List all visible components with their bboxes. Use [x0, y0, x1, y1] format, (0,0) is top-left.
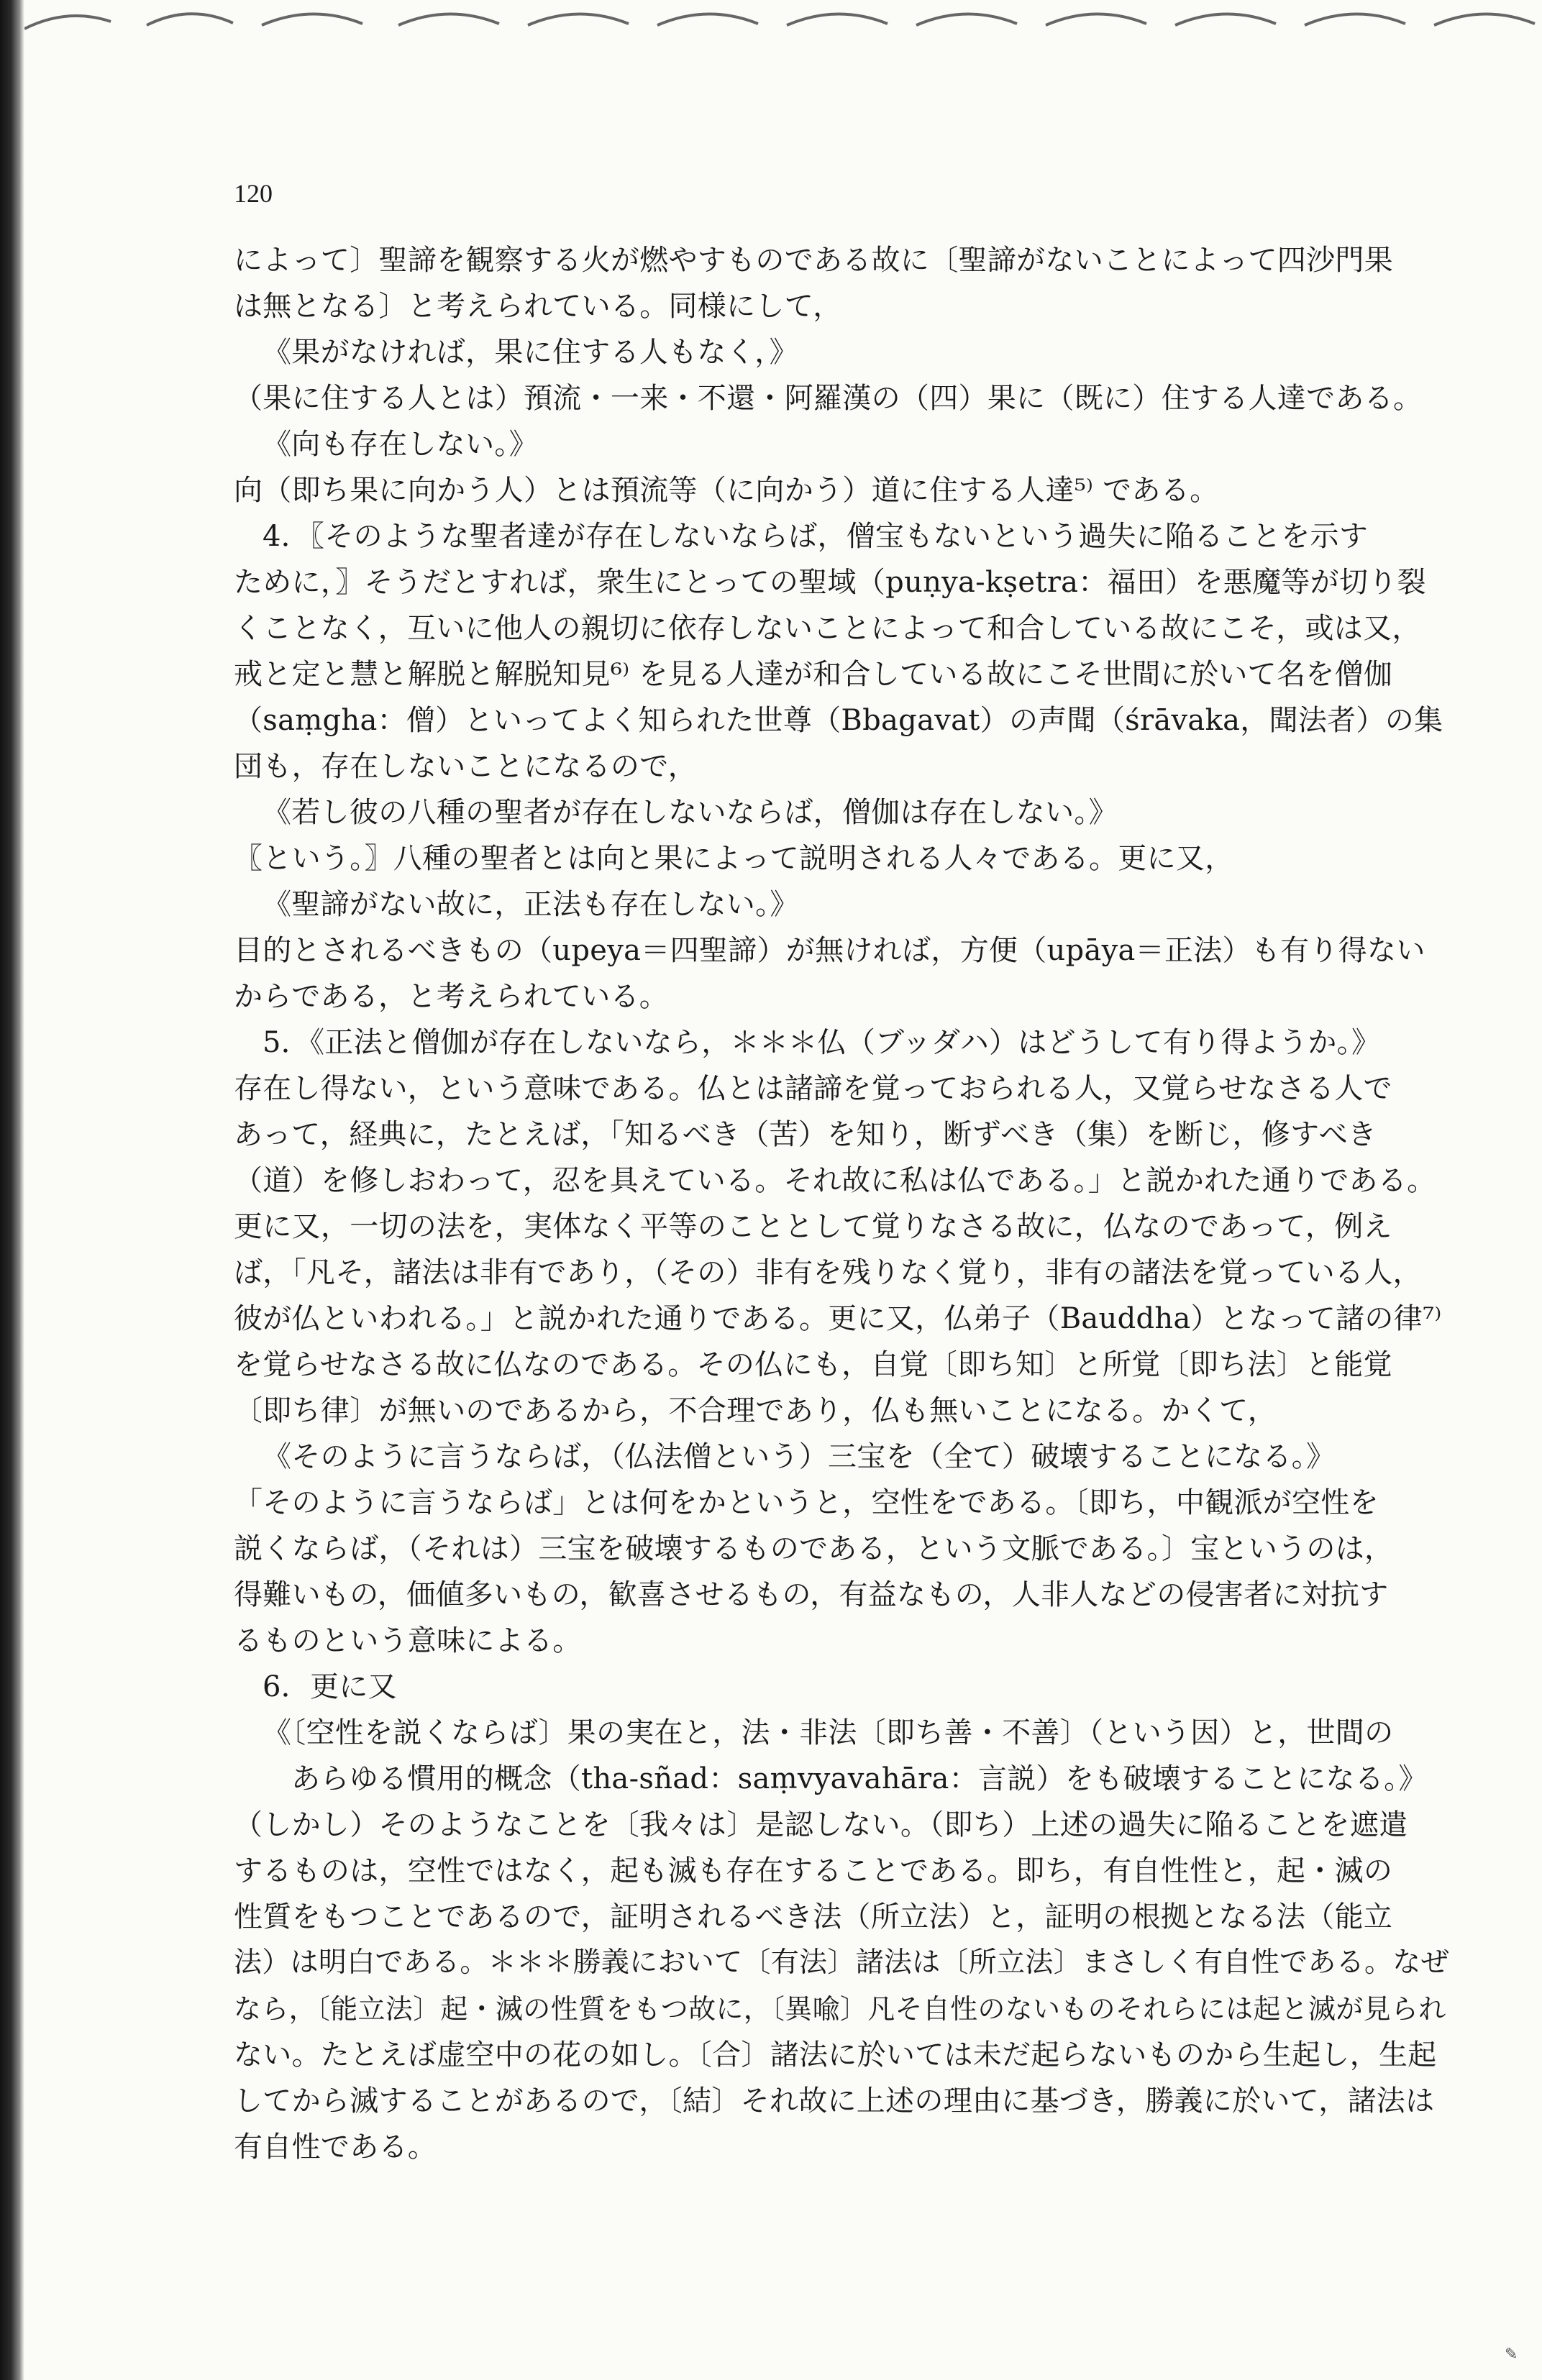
text-line: 向（即ち果に向かう人）とは預流等（に向かう）道に住する人達⁵⁾ である。	[234, 474, 1219, 507]
text-line: 《聖諦がない故に，正法も存在しない。》	[263, 888, 799, 921]
text-line: （道）を修しおわって，忍を具えている。それ故に私は仏である。」と説かれた通りである。	[234, 1164, 1436, 1197]
text-line: くことなく，互いに他人の親切に依存しないことによって和合している故にこそ，或は又，	[234, 612, 1421, 645]
text-line: 〖という。〗八種の聖者とは向と果によって説明される人々である。更に又，	[234, 842, 1234, 875]
text-line: （しかし）そのようなことを〔我々は〕是認しない。（即ち）上述の過失に陥ることを遮遣	[234, 1808, 1408, 1841]
text-line: 〔即ち律〕が無いのであるから，不合理であり，仏も無いことになる。かくて，	[234, 1394, 1277, 1427]
text-line: （果に住する人とは）預流・一来・不還・阿羅漢の（四）果に（既に）住する人達である。	[234, 382, 1423, 415]
text-line: （saṃgha：僧）といってよく知られた世尊（Bbagavat）の声聞（śrāvaka，聞法者）の集	[234, 704, 1443, 737]
text-line: を覚らせなさる故に仏なのである。その仏にも，自覚〔即ち知〕と所覚〔即ち法〕と能覚	[234, 1348, 1392, 1381]
text-line: によって〕聖諦を観察する火が燃やすものである故に〔聖諦がないことによって四沙門果	[234, 244, 1393, 277]
text-line: 彼が仏といわれる。」と説かれた通りである。更に又，仏弟子（Bauddha）となって諸の律⁷⁾	[234, 1302, 1442, 1335]
text-line: 4．〖そのような聖者達が存在しないならば，僧宝もないという過失に陥ることを示す	[263, 520, 1369, 553]
text-line: 法）は明白である。＊＊＊勝義において〔有法〕諸法は〔所立法〕まさしく有自性である。なぜ	[234, 1946, 1449, 1979]
text-line: ために，〗そうだとすれば，衆生にとっての聖域（puṇya-kṣetra：福田）を悪魔等が切り裂	[234, 566, 1426, 599]
top-edge-scallops	[24, 0, 1542, 43]
text-line: 6．更に又	[263, 1670, 397, 1703]
text-line: からである，と考えられている。	[234, 980, 669, 1013]
text-line: は無となる〕と考えられている。同様にして，	[234, 290, 842, 323]
text-line: あらゆる慣用的概念（tha-sñad：saṃvyavahāra：言説）をも破壊することになる。》	[291, 1762, 1428, 1795]
text-line: 5．《正法と僧伽が存在しないなら，＊＊＊仏（ブッダハ）はどうして有り得ようか。》	[263, 1026, 1381, 1059]
text-line: 《向も存在しない。》	[263, 428, 538, 461]
text-line: ば，「凡そ，諸法は非有であり，（その）非有を残りなく覚り，非有の諸法を覚っている人，	[234, 1256, 1422, 1289]
text-line: ない。たとえば虚空中の花の如し。〔合〕諸法に於いては未だ起らないものから生起し，生起	[234, 2038, 1437, 2072]
text-line: 《〔空性を説くならば〕果の実在と，法・非法〔即ち善・不善〕（という因）と，世間の	[263, 1716, 1394, 1749]
text-line: 《若し彼の八種の聖者が存在しないならば，僧伽は存在しない。》	[263, 796, 1118, 829]
book-binding-edge	[0, 0, 24, 2380]
page-number: 120	[234, 179, 273, 208]
text-line: あって，経典に，たとえば，「知るべき（苦）を知り，断ずべき（集）を断じ，修すべき	[234, 1118, 1377, 1151]
text-line: 更に又，一切の法を，実体なく平等のこととして覚りなさる故に，仏なのであって，例え	[234, 1210, 1392, 1243]
corner-scan-mark: ✎	[1505, 2345, 1518, 2363]
text-line: 団も，存在しないことになるので，	[234, 750, 697, 783]
text-line: してから滅することがあるので，〔結〕それ故に上述の理由に基づき，勝義に於いて，諸法は	[234, 2084, 1435, 2118]
text-line: 得難いもの，価値多いもの，歓喜させるもの，有益なもの，人非人などの侵害者に対抗す	[234, 1578, 1389, 1611]
text-line: 目的とされるべきもの（upeya＝四聖諦）が無ければ，方便（upāya＝正法）も有り得ない	[234, 934, 1425, 967]
text-line: 戒と定と慧と解脱と解脱知見⁶⁾ を見る人達が和合している故にこそ世間に於いて名を僧伽	[234, 658, 1393, 691]
text-line: 有自性である。	[234, 2130, 437, 2164]
text-line: 《そのように言うならば，（仏法僧という）三宝を（全て）破壊することになる。》	[263, 1440, 1336, 1473]
text-line: 性質をもつことであるので，証明されるべき法（所立法）と，証明の根拠となる法（能立	[234, 1900, 1393, 1933]
text-line: なら，〔能立法〕起・滅の性質をもつ故に，〔異喩〕凡そ自性のないものそれらには起と滅が見られ	[234, 1993, 1446, 2025]
text-line: 存在し得ない，という意味である。仏とは諸諦を覚っておられる人，又覚らせなさる人で	[234, 1072, 1392, 1105]
text-line: るものという意味による。	[234, 1624, 582, 1657]
text-line: 説くならば，（それは）三宝を破壊するものである，という文脈である。〕宝というのは，	[234, 1532, 1394, 1565]
text-line: 「そのように言うならば」とは何をかというと，空性をである。〔即ち，中観派が空性を	[234, 1486, 1379, 1519]
text-line: するものは，空性ではなく，起も滅も存在することである。即ち，有自性性と，起・滅の	[234, 1854, 1393, 1887]
text-line: 《果がなければ，果に住する人もなく，》	[263, 336, 798, 369]
